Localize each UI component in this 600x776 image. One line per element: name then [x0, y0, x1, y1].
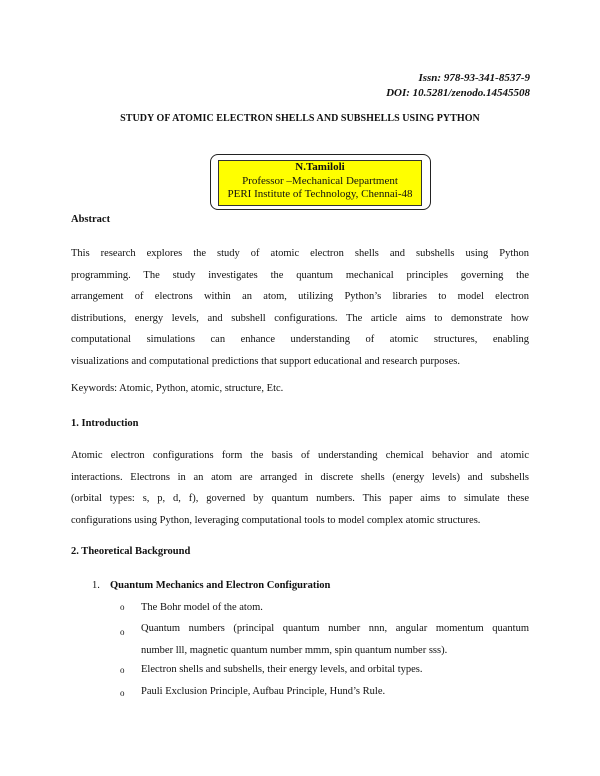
abstract-line: visualizations and computational predictions that support educational and research purposes. — [71, 355, 460, 367]
abstract-line: This research explores the study of atomic electron shells and subshells using Python — [71, 248, 529, 259]
list-item-text: Electron shells and subshells, their energy levels, and orbital types. — [141, 664, 423, 675]
list-item-text: Quantum numbers (principal quantum number nnn, angular momentum quantum — [141, 623, 529, 634]
author-role: Professor –Mechanical Department — [242, 174, 398, 187]
list-item-text: The Bohr model of the atom. — [141, 602, 263, 613]
author-name: N.Tamiloli — [295, 161, 345, 173]
introduction-heading: 1. Introduction — [71, 418, 139, 429]
list-item — [141, 659, 529, 681]
list-title: Quantum Mechanics and Electron Configuration — [110, 580, 331, 591]
abstract-line: computational simulations can enhance understanding of atomic structures, enabling — [71, 334, 529, 346]
abstract-line: distributions, energy levels, and subshell configurations. The article aims to demonstrate how — [71, 312, 529, 324]
list-item — [141, 597, 529, 619]
list-item — [141, 681, 529, 703]
abstract-heading: Abstract — [71, 214, 111, 225]
list-number: 1. — [92, 580, 100, 591]
doi-number: DOI: 10.5281/zenodo.14545508 — [386, 87, 530, 99]
abstract-line: arrangement of electrons within an atom, utilizing Python’s libraries to model electron — [71, 291, 529, 303]
list-item-text: number lll, magnetic quantum number mmm, spin quantum number sss). — [141, 644, 448, 656]
paper-title: STUDY OF ATOMIC ELECTRON SHELLS AND SUBSHELLS USING PYTHON — [120, 113, 480, 124]
intro-line: interactions. Electrons in an atom are arranged in discrete shells (energy levels) and subshells — [71, 471, 529, 483]
intro-line: (orbital types: s, p, d, f), governed by quantum numbers. This paper aims to simulate these — [71, 493, 529, 505]
abstract-line: programming. The study investigates the quantum mechanical principles governing the — [71, 269, 529, 281]
author-box — [218, 160, 422, 206]
introduction-text — [71, 445, 529, 531]
bullet-icon: o — [120, 665, 125, 675]
intro-line: configurations using Python, leveraging computational tools to model complex atomic structures. — [71, 514, 481, 526]
bullet-icon: o — [120, 602, 125, 612]
list-item — [141, 618, 529, 661]
issn-number: Issn: 978-93-341-8537-9 — [418, 72, 530, 84]
intro-line: Atomic electron configurations form the basis of understanding chemical behavior and atomic — [71, 450, 529, 461]
background-heading: 2. Theoretical Background — [71, 546, 191, 557]
list-item-text: Pauli Exclusion Principle, Aufbau Principle, Hund’s Rule. — [141, 686, 386, 697]
abstract-text — [71, 243, 529, 373]
author-affiliation: PERI Institute of Technology, Chennai-48 — [227, 188, 413, 200]
bullet-icon: o — [120, 688, 125, 698]
bullet-icon: o — [120, 627, 125, 637]
keywords: Keywords: Atomic, Python, atomic, structure, Etc. — [71, 383, 284, 394]
author-frame — [210, 154, 431, 210]
